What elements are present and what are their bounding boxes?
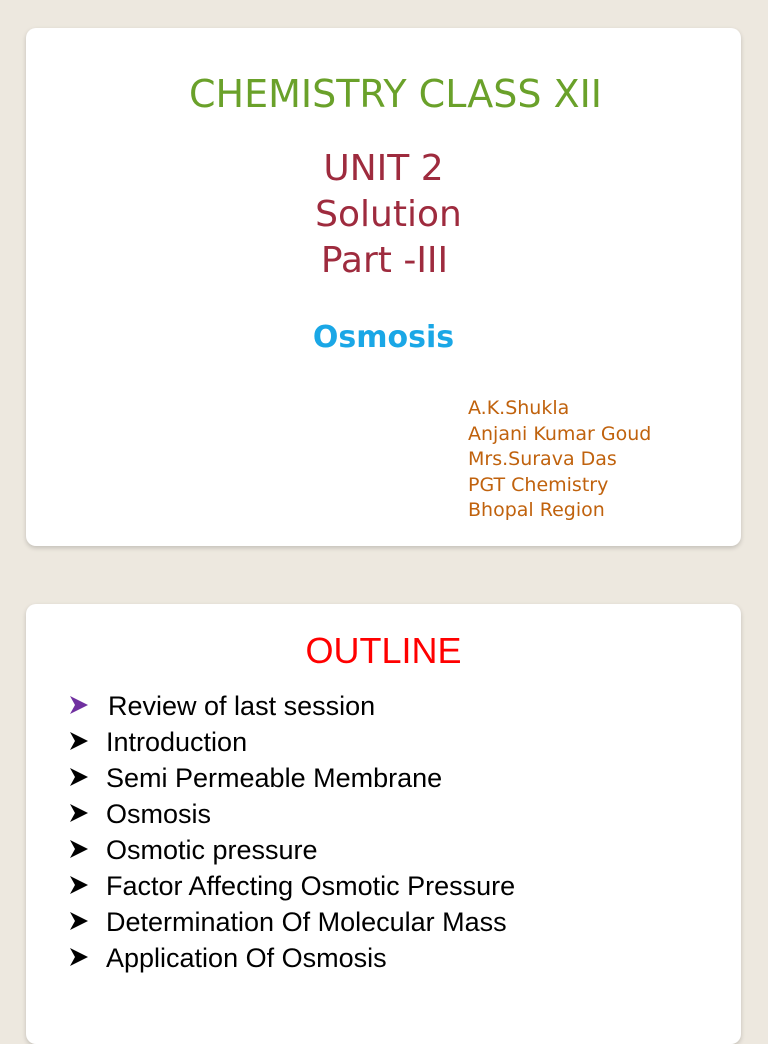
author-credits <box>468 396 651 524</box>
author-line: Anjani Kumar Goud <box>468 422 652 445</box>
outline-item-text: Introduction <box>106 727 248 757</box>
list-item <box>64 796 515 832</box>
arrowhead-bullet-icon <box>64 832 106 868</box>
arrowhead-bullet-icon <box>64 904 106 940</box>
unit-part: Part -III <box>320 240 449 281</box>
outline-item-text: Osmosis <box>106 799 212 829</box>
unit-name: Solution <box>315 194 462 235</box>
arrowhead-bullet-icon <box>64 796 106 832</box>
outline-item-text: Osmotic pressure <box>106 835 318 865</box>
course-title: CHEMISTRY CLASS XII <box>188 72 603 116</box>
outline-item-text: Application Of Osmosis <box>106 943 387 973</box>
outline-item-text: Factor Affecting Osmotic Pressure <box>106 871 516 901</box>
list-item <box>64 688 515 724</box>
outline-item-text: Review of last session <box>108 691 376 721</box>
arrowhead-bullet-icon <box>64 760 106 796</box>
list-item <box>64 724 515 760</box>
unit-number: UNIT 2 <box>323 148 444 189</box>
title-slide <box>26 28 741 546</box>
outline-list <box>64 688 515 976</box>
outline-slide <box>26 604 741 1044</box>
outline-item-text: Determination Of Molecular Mass <box>106 907 507 937</box>
outline-item-text: Semi Permeable Membrane <box>106 763 443 793</box>
arrowhead-bullet-icon <box>64 940 106 976</box>
author-region: Bhopal Region <box>468 499 605 522</box>
author-line: Mrs.Surava Das <box>468 448 617 471</box>
list-item <box>64 940 515 976</box>
list-item <box>64 760 515 796</box>
topic-title: Osmosis <box>312 320 455 355</box>
outline-title: OUTLINE <box>305 630 462 671</box>
arrowhead-bullet-icon <box>64 868 106 904</box>
list-item <box>64 904 515 940</box>
list-item <box>64 868 515 904</box>
list-item <box>64 832 515 868</box>
author-designation: PGT Chemistry <box>468 473 609 496</box>
arrowhead-bullet-icon <box>64 724 106 760</box>
author-line: A.K.Shukla <box>468 397 570 419</box>
arrowhead-bullet-icon <box>64 688 106 724</box>
